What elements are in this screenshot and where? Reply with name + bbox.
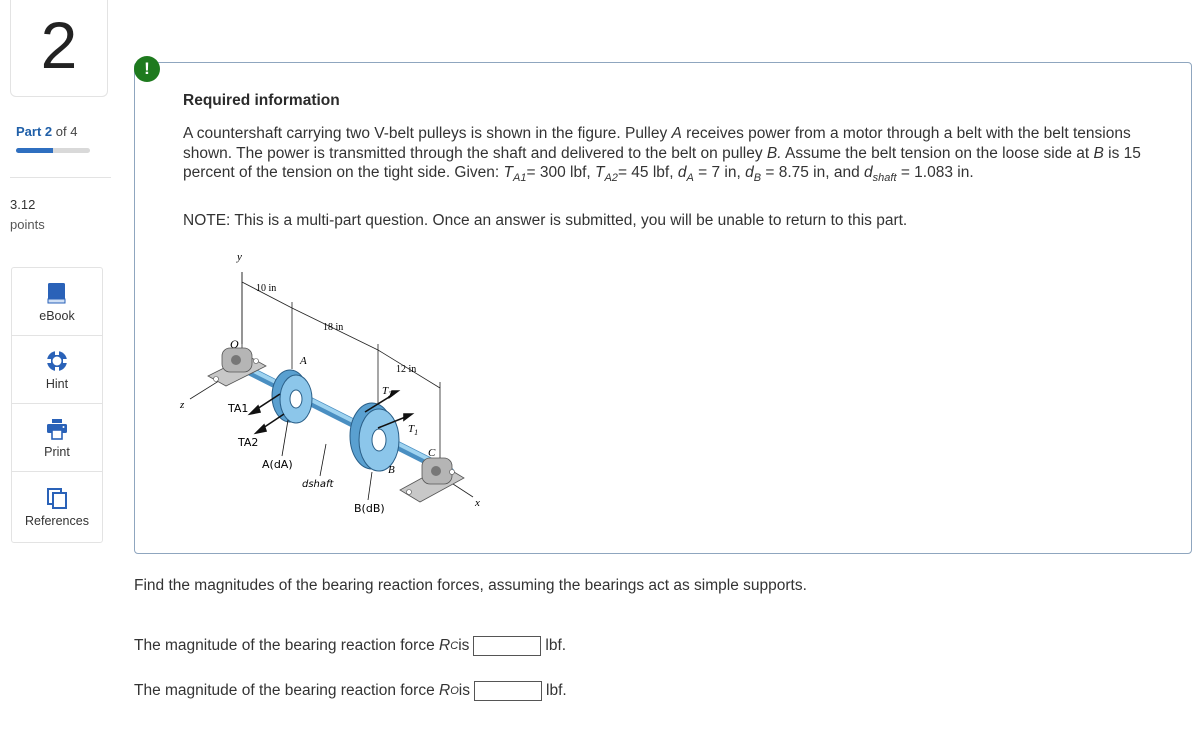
- q2-symbol: R: [439, 682, 451, 699]
- tools-panel: [11, 267, 103, 543]
- answer-row-ro: [134, 681, 567, 701]
- axis-x-label: x: [475, 497, 480, 509]
- q2-is: is: [458, 682, 470, 699]
- ta1-value: = 300 lbf,: [526, 164, 595, 181]
- answer-row-rc: [134, 636, 566, 656]
- da-value: = 7 in,: [693, 164, 746, 181]
- print-button[interactable]: [12, 404, 102, 472]
- pulley-a: [272, 370, 312, 423]
- axis-y-label: y: [237, 251, 242, 263]
- ta2-subscript: A2: [604, 172, 618, 185]
- b-var: B: [1093, 144, 1104, 162]
- dshaft-subscript: shaft: [872, 172, 897, 185]
- label-dshaft: dshaft: [302, 479, 334, 490]
- label-t1: [408, 423, 418, 437]
- da-symbol: d: [677, 164, 687, 181]
- t2-subscript: 2: [388, 390, 393, 399]
- part-total: of 4: [55, 124, 78, 139]
- references-label: References: [25, 514, 89, 528]
- q1-symbol: R: [439, 637, 451, 654]
- required-info-title: Required information: [183, 92, 340, 109]
- part-progress-bar: [16, 148, 90, 153]
- q1-is: is: [458, 637, 470, 654]
- problem-statement: [183, 124, 1173, 189]
- bearing-c: [400, 458, 464, 502]
- ro-answer-input[interactable]: [474, 681, 542, 701]
- copy-icon: [45, 486, 69, 510]
- q2-prefix: The magnitude of the bearing reaction force: [134, 682, 435, 699]
- dim-10-label: 10 in: [256, 283, 277, 294]
- references-button[interactable]: [12, 472, 102, 542]
- points-value: 3.12: [10, 197, 36, 212]
- problem-text-1: A countershaft carrying two V-belt pulleys is shown in the figure. Pulley: [183, 125, 672, 142]
- problem-text-4: is 15 percent of the tension on the tight side. Given:: [183, 144, 1141, 181]
- db-subscript: B: [753, 172, 762, 185]
- pulley-b: [350, 403, 399, 471]
- print-label: Print: [44, 444, 70, 459]
- label-t2: [382, 385, 392, 399]
- ta1-symbol: T: [503, 164, 514, 181]
- db-symbol: d: [745, 164, 754, 181]
- t1-symbol: T: [408, 423, 415, 435]
- da-subscript: A: [686, 172, 694, 185]
- q1-unit: lbf.: [545, 637, 567, 654]
- question-number: 2: [40, 8, 78, 82]
- multipart-note: NOTE: This is a multi-part question. Once an answer is submitted, you will be unable to return to this part.: [183, 212, 908, 229]
- book-icon: [46, 281, 68, 305]
- label-a: A: [300, 355, 307, 367]
- ta2-value: = 45 lbf,: [617, 164, 678, 181]
- pulley-b-var: B.: [766, 144, 782, 162]
- printer-icon: [45, 417, 69, 441]
- ebook-label: eBook: [39, 308, 75, 323]
- label-ta2: TA2: [238, 436, 259, 449]
- q2-unit: lbf.: [546, 682, 567, 699]
- hint-label: Hint: [45, 376, 69, 391]
- ta1-subscript: A1: [513, 172, 527, 185]
- label-da: A(dA): [262, 458, 293, 471]
- label-c: C: [428, 447, 436, 459]
- countershaft-figure: [170, 244, 500, 524]
- rc-answer-input[interactable]: [473, 636, 541, 656]
- label-ta1: TA1: [228, 402, 249, 415]
- ebook-button[interactable]: [12, 268, 102, 336]
- problem-text-2: receives power from a motor through a belt with the belt tensions shown. The power is transmitted through the shaft and delivered to the belt on pulley: [183, 125, 1131, 162]
- lifebuoy-icon: [45, 349, 69, 373]
- dshaft-value: = 1.083 in.: [896, 164, 974, 181]
- dim-18-label: 18 in: [323, 322, 344, 333]
- dshaft-symbol: d: [864, 164, 873, 181]
- label-db: B(dB): [354, 502, 385, 515]
- question-number-box: [10, 0, 108, 97]
- sidebar-divider: [10, 177, 111, 178]
- q1-subscript: C: [450, 640, 459, 652]
- dim-12-label: 12 in: [396, 364, 417, 375]
- q1-prefix: The magnitude of the bearing reaction force: [134, 637, 435, 654]
- label-o: O: [230, 337, 239, 351]
- part-current: Part 2: [16, 124, 53, 139]
- points-label: points: [10, 217, 45, 232]
- hint-button[interactable]: [12, 336, 102, 404]
- part-indicator: [16, 124, 77, 139]
- label-b: B: [388, 464, 395, 476]
- alert-icon: !: [134, 56, 160, 82]
- q2-subscript: O: [450, 685, 459, 697]
- db-value: = 8.75 in, and: [761, 164, 865, 181]
- ta2-symbol: T: [595, 164, 605, 181]
- find-instruction: Find the magnitudes of the bearing reaction forces, assuming the bearings act as simple supports.: [134, 577, 807, 594]
- problem-text-3: Assume the belt tension on the loose side at: [781, 144, 1094, 162]
- bearing-o: [208, 348, 266, 386]
- pulley-a-var: A: [671, 125, 682, 142]
- t2-symbol: T: [382, 385, 389, 397]
- part-progress-fill: [16, 148, 53, 153]
- axis-z-label: z: [180, 399, 185, 411]
- t1-subscript: 1: [414, 428, 419, 437]
